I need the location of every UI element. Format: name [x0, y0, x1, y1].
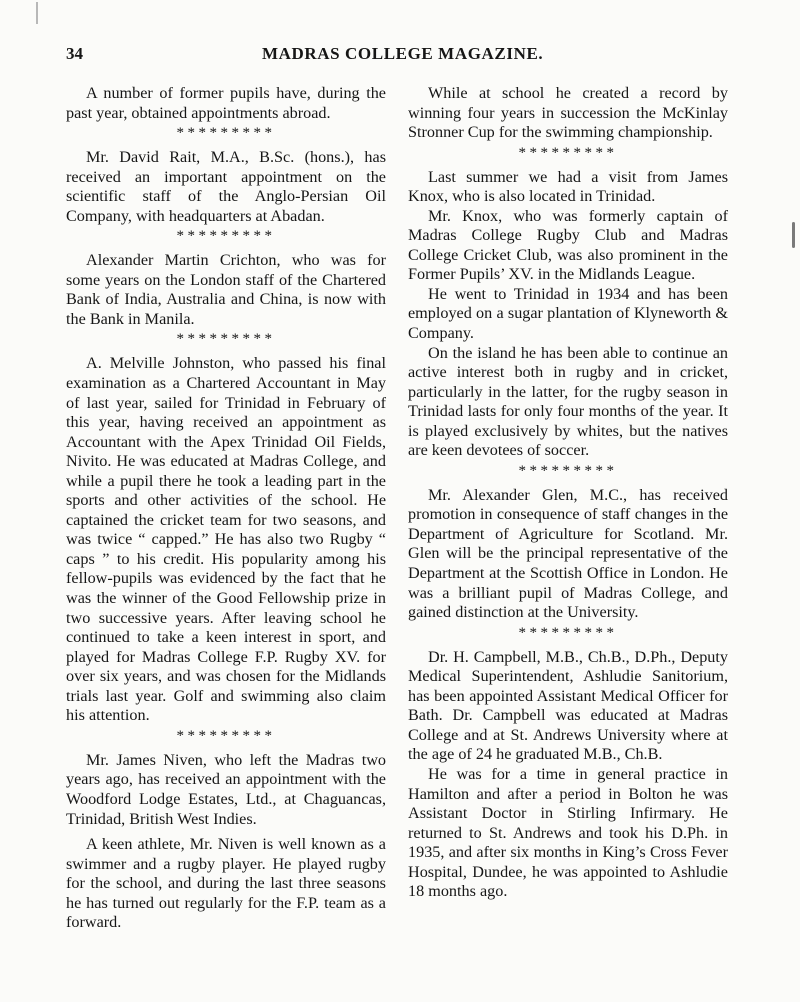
article-paragraph: A number of former pupils have, during the past year, obtained appointments abroad.: [66, 84, 386, 122]
left-column: [66, 84, 386, 933]
article-paragraph: Mr. Alexander Glen, M.C., has received promotion in consequence of staff changes in the Department of Agriculture for Scotland. Mr. Glen will be the principal representative of the Department at the Scottish Office in London. He was a brilliant pupil of Madras College, and gained distinction at the University.: [408, 485, 728, 622]
article-paragraph: Last summer we had a visit from James Knox, who is also located in Trinidad.: [408, 167, 728, 206]
section-separator: *********: [518, 144, 618, 161]
article-paragraph: A. Melville Johnston, who passed his final examination as a Chartered Accountant in May of last year, sailed for Trinidad in February of this year, having received an appointment as Accountant with the Apex Trinidad Oil Fields, Nivito. He was educated at Madras College, and while a pupil there he took a leading part in the sports and other activities of the school. He captained the cricket team for two seasons, and was twice “ capped.” He has also two Rugby “ caps ” to his credit. His popularity among his fellow-pupils was evidenced by the fact that he was the winner of the Good Fellowship prize in two successive years. After leaving school he continued to take a keen interest in sport, and played for Madras College F.P. Rugby XV. for over six years, and was chosen for the Midlands trials last year. Golf and swimming also claim his attention.: [66, 354, 386, 725]
article-paragraph: Dr. H. Campbell, M.B., Ch.B., D.Ph., Deputy Medical Superintendent, Ashludie Sanitorium, has been appointed Assistant Medical Officer for Bath. Dr. Campbell was educated at Madras College and at St. Andrews University where at the age of 24 he graduated M.B., Ch.B.: [408, 647, 728, 764]
section-separator: *********: [176, 125, 276, 142]
page-header: [66, 44, 730, 70]
article-paragraph: He went to Trinidad in 1934 and has been employed on a sugar plantation of Klyneworth & Company.: [408, 284, 728, 343]
article-paragraph: Mr. Knox, who was formerly captain of Madras College Rugby Club and Madras College Cricket Club, was also prominent in the Former Pupils’ XV. in the Midlands League.: [408, 206, 728, 284]
article-paragraph: Mr. James Niven, who left the Madras two years ago, has received an appointment with the Woodford Lodge Estates, Ltd., at Chaguancas, Trinidad, British West Indies.: [66, 750, 386, 828]
section-separator: *********: [518, 624, 618, 641]
section-separator: *********: [176, 228, 276, 245]
article-paragraph: He was for a time in general practice in Hamilton and after a period in Bolton he was Assistant Doctor in Stirling Infirmary. He returned to St. Andrews and took his D.Ph. in 1935, and after six months in King’s Cross Fever Hospital, Dundee, he was appointed to Ashludie 18 months ago.: [408, 764, 728, 901]
article-paragraph: While at school he created a record by winning four years in succession the McKinlay Stronner Cup for the swimming championship.: [408, 84, 728, 142]
running-title: MADRAS COLLEGE MAGAZINE.: [262, 44, 544, 63]
section-separator: *********: [518, 462, 618, 479]
article-paragraph: On the island he has been able to continue an active interest both in rugby and in cricket, particularly in the latter, for the rugby season in Trinidad lasts for only four months of the year. It is played exclusively by whites, but the natives are keen devotees of soccer.: [408, 343, 728, 460]
article-paragraph: Mr. David Rait, M.A., B.Sc. (hons.), has received an important appointment on the scientific staff of the Anglo-Persian Oil Company, with headquarters at Abadan.: [66, 148, 386, 225]
article-paragraph: Alexander Martin Crichton, who was for some years on the London staff of the Chartered Bank of India, Australia and China, is now with the Bank in Manila.: [66, 251, 386, 328]
section-separator: *********: [176, 727, 276, 744]
page-number: 34: [66, 44, 83, 63]
right-column: [408, 84, 728, 902]
section-separator: *********: [176, 331, 276, 348]
scan-artifact-mark: [36, 2, 38, 24]
article-paragraph: A keen athlete, Mr. Niven is well known as a swimmer and a rugby player. He played rugby for the school, and during the last three seasons he has turned out regularly for the F.P. team as a forward.: [66, 835, 386, 932]
scan-edge-mark: [792, 222, 795, 248]
